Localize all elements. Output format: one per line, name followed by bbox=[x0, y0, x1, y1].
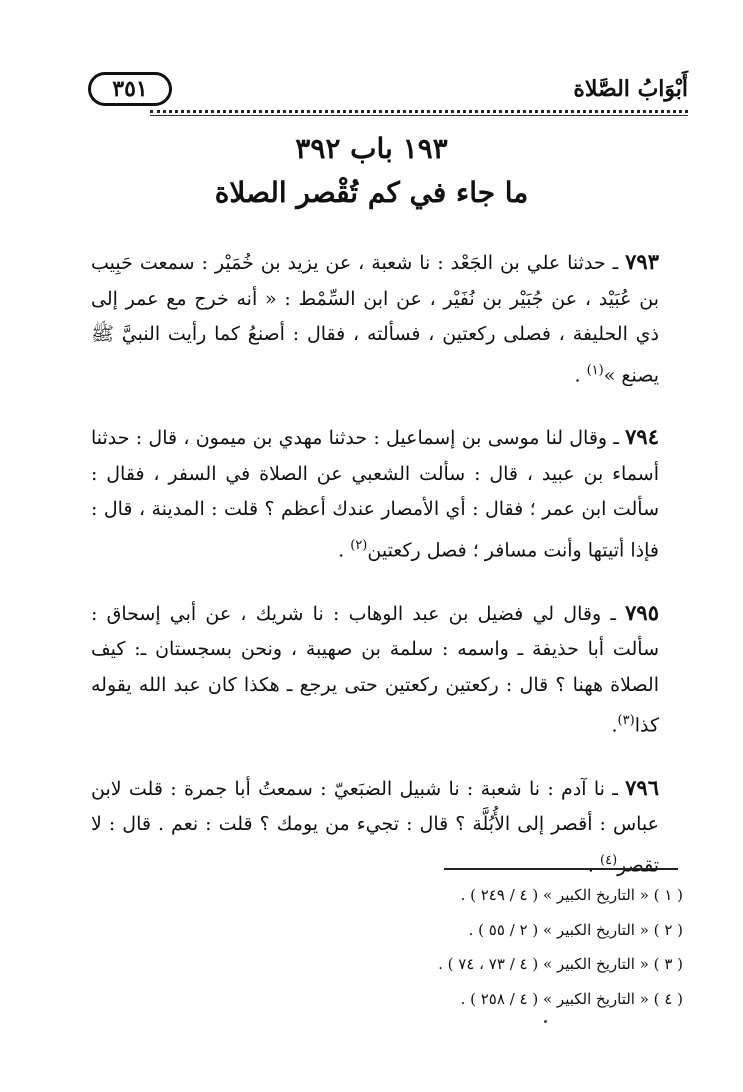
footnote-ref: (٤) bbox=[600, 852, 618, 868]
footnote-ref: (١) bbox=[586, 362, 604, 378]
hadith-paragraph: ٧٩٦ ـ نا آدم : نا شعبة : نا شبيل الضبَعيّ : سمعتُ أبا جمرة : قلت لابن عباس : أقصر إلى الأُبُلَّة ؟ قال : تجيء من يومك ؟ قلت : نعم . قال : لا تقصر$^{(٤)}$ . bbox=[91, 774, 659, 877]
hadith-number: ٧٩٦ bbox=[625, 774, 659, 800]
footnote-ref: (٣) bbox=[617, 713, 635, 729]
page-number: ٣٥١ bbox=[88, 72, 172, 106]
hadith-text: وقال لنا موسى بن إسماعيل : حدثنا مهدي بن ميمون ، قال : حدثنا أسماء بن عبيد ، قال : سألت الشعبي عن الصلاة في السفر ، فقال : سألت ابن عمر ؛ فقال : أي الأمصار عندك أعظم ؟ قلت : المدينة ، قال : فإذا أتيتها وأنت مسافر ؛ فصل ركعتين bbox=[91, 427, 659, 562]
page-header bbox=[88, 70, 688, 114]
hadith-end: . bbox=[574, 363, 587, 386]
header-rule-solid bbox=[150, 115, 688, 116]
scan-speck bbox=[544, 1020, 547, 1023]
hadith-end: . bbox=[611, 714, 618, 737]
hadith-text: حدثنا علي بن الجَعْد : نا شعبة ، عن يزيد بن خُمَيْر : سمعت حَبِيب بن عُبَيْد ، عن جُبَيْر بن نُفَيْر ، عن ابن السِّمْط : « أنه خرج مع عمر إلى ذي الحليفة ، فصلى ركعتين ، فسألته ، فقال : أصنعُ كما رأيت النبيَّ ﷺ يصنع » bbox=[91, 252, 659, 386]
footnote: ( ٣ ) « التاريخ الكبير » ( ٤ / ٧٣ ، ٧٤ ) . bbox=[438, 955, 683, 973]
hadith-list bbox=[91, 244, 659, 910]
footnote-separator bbox=[444, 868, 678, 870]
hadith-paragraph: ٧٩٥ ـ وقال لي فضيل بن عبد الوهاب : نا شريك ، عن أبي إسحاق : سألت أبا حذيفة ـ واسمه : سلمة بن صهيبة ، ونحن بسجستان ـ: كيف الصلاة ههنا ؟ قال : ركعتين ركعتين حتى يرجع ـ هكذا كان عبد الله يقوله كذا$^{(٣)}$. bbox=[91, 599, 659, 737]
hadith-number: ٧٩٥ bbox=[625, 599, 659, 625]
footnote-ref: (٢) bbox=[350, 537, 368, 553]
hadith-paragraph: ٧٩٤ ـ وقال لنا موسى بن إسماعيل : حدثنا مهدي بن ميمون ، قال : حدثنا أسماء بن عبيد ، قال : سألت الشعبي عن الصلاة في السفر ، فقال : سألت ابن عمر ؛ فقال : أي الأمصار عندك أعظم ؟ قلت : المدينة ، قال : فإذا أتيتها وأنت مسافر ؛ فصل ركعتين$^{(٢)}$ . bbox=[91, 424, 659, 562]
hadith-end: . bbox=[338, 539, 351, 562]
hadith-text: نا آدم : نا شعبة : نا شبيل الضبَعيّ : سمعتُ أبا جمرة : قلت لابن عباس : أقصر إلى الأُبُلَّة ؟ قال : تجيء من يومك ؟ قلت : نعم . قال : لا تقصر bbox=[91, 777, 659, 877]
running-title: أَبْوَابُ الصَّلاة bbox=[573, 76, 688, 102]
footnotes bbox=[283, 878, 683, 1016]
hadith-number: ٧٩٤ bbox=[625, 424, 659, 450]
footnote: ( ٢ ) « التاريخ الكبير » ( ٢ / ٥٥ ) . bbox=[468, 920, 683, 939]
header-rule-dotted bbox=[150, 110, 688, 113]
hadith-paragraph: ٧٩٣ ـ حدثنا علي بن الجَعْد : نا شعبة ، عن يزيد بن خُمَيْر : سمعت حَبِيب بن عُبَيْد ، عن جُبَيْر بن نُفَيْر ، عن ابن السِّمْط : « أنه خرج مع عمر إلى ذي الحليفة ، فصلى ركعتين ، فسألته ، فقال : أصنعُ كما رأيت النبيَّ ﷺ يصنع »$^{(١)}$ . bbox=[91, 249, 659, 386]
chapter-title: ما جاء في كم تُقْصر الصلاة bbox=[214, 176, 529, 209]
footnote: ( ١ ) « التاريخ الكبير » ( ٤ / ٢٤٩ ) . bbox=[460, 886, 683, 904]
hadith-text: وقال لي فضيل بن عبد الوهاب : نا شريك ، عن أبي إسحاق : سألت أبا حذيفة ـ واسمه : سلمة بن صهيبة ، ونحن بسجستان ـ: كيف الصلاة ههنا ؟ قال : ركعتين ركعتين حتى يرجع ـ هكذا كان عبد الله يقوله كذا bbox=[91, 602, 659, 737]
footnote: ( ٤ ) « التاريخ الكبير » ( ٤ / ٢٥٨ ) . bbox=[460, 989, 683, 1008]
chapter-number: ١٩٣ باب ٣٩٢ bbox=[295, 132, 448, 165]
hadith-end: . bbox=[587, 854, 600, 877]
hadith-number: ٧٩٣ bbox=[625, 249, 659, 274]
